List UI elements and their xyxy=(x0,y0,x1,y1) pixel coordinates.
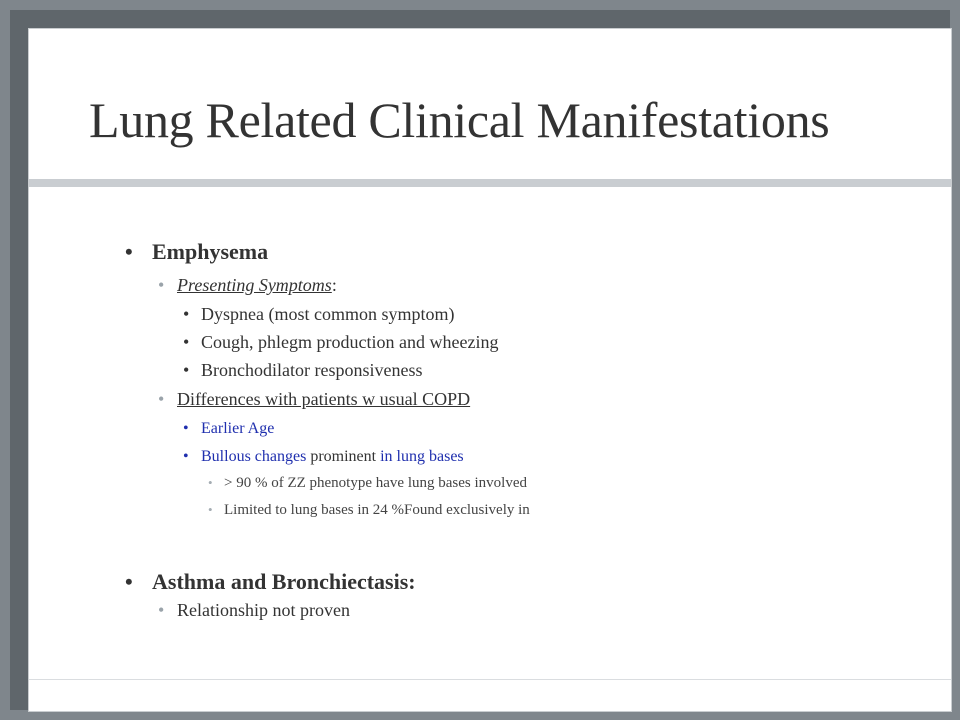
bullet-text: Limited to lung bases in 24 %Found exclusively in xyxy=(224,502,530,518)
bullet-text-part-3: in lung bases xyxy=(380,448,464,465)
slide-content xyxy=(29,29,951,711)
bullet-limited xyxy=(208,502,530,519)
bullet-bronchodilator xyxy=(183,360,423,381)
footer-divider xyxy=(29,679,951,680)
bullet-icon: • xyxy=(158,275,165,295)
bullet-icon: • xyxy=(183,304,190,324)
bullet-icon: • xyxy=(125,569,133,594)
bullet-text: Cough, phlegm production and wheezing xyxy=(201,332,499,352)
bullet-text: Bronchodilator responsiveness xyxy=(201,360,423,380)
bullet-icon: • xyxy=(183,420,189,437)
bullet-text: Earlier Age xyxy=(201,420,275,437)
bullet-differences xyxy=(158,389,471,410)
bullet-presenting-symptoms xyxy=(158,275,337,296)
bullet-icon: • xyxy=(208,502,213,517)
bullet-asthma xyxy=(125,569,416,595)
bullet-icon: • xyxy=(125,239,133,264)
bullet-icon: • xyxy=(183,332,190,352)
bullet-icon: • xyxy=(183,448,189,465)
bullet-emphysema xyxy=(125,239,269,265)
bullet-text-part-1: Bullous changes xyxy=(201,448,307,465)
bullet-text-colon: : xyxy=(331,275,337,295)
bullet-dyspnea xyxy=(183,304,455,325)
bullet-icon: • xyxy=(208,475,213,490)
bullet-text: > 90 % of ZZ phenotype have lung bases involved xyxy=(224,475,527,491)
bullet-text: Differences with patients w usual COPD xyxy=(177,389,471,409)
slide xyxy=(28,28,952,712)
bullet-bullous-changes xyxy=(183,448,464,466)
bullet-icon: • xyxy=(158,600,165,620)
bullet-relationship xyxy=(158,600,350,621)
bullet-earlier-age xyxy=(183,420,275,438)
slide-frame xyxy=(10,10,950,710)
bullet-icon: • xyxy=(158,389,165,409)
bullet-icon: • xyxy=(183,360,190,380)
bullet-text: Presenting Symptoms xyxy=(177,275,332,295)
bullet-text-part-2: prominent xyxy=(306,448,381,465)
bullet-text: Dyspnea (most common symptom) xyxy=(201,304,455,324)
bullet-text: Emphysema xyxy=(152,239,269,264)
bullet-zz-phenotype xyxy=(208,475,527,492)
slide-title: Lung Related Clinical Manifestations xyxy=(89,92,830,148)
bullet-text: Asthma and Bronchiectasis: xyxy=(152,569,416,594)
bullet-cough xyxy=(183,332,499,353)
bullet-text: Relationship not proven xyxy=(177,600,350,620)
